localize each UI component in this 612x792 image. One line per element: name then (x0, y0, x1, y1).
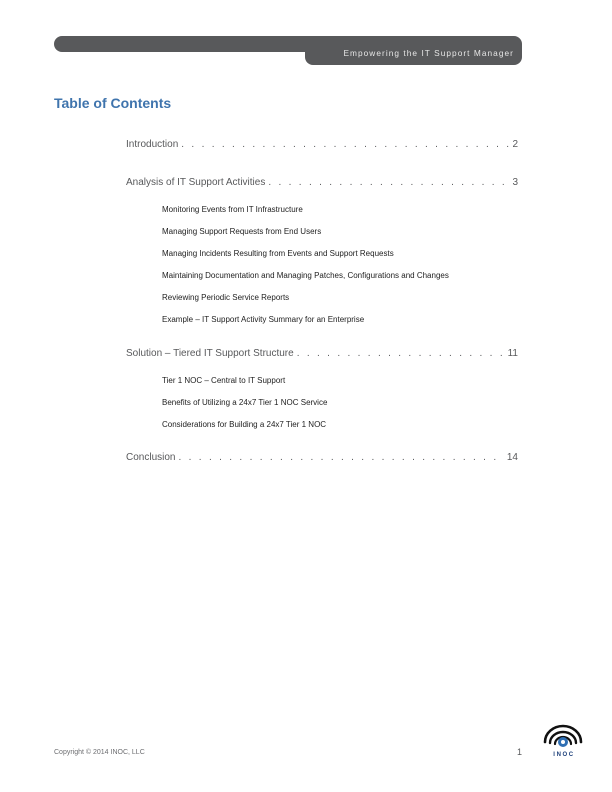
toc-entry-label: Solution – Tiered IT Support Structure (126, 348, 294, 359)
page-title: Table of Contents (54, 95, 172, 111)
toc-leader-dots (181, 139, 509, 150)
logo-wordmark: INOC (553, 752, 575, 758)
toc-subitem[interactable]: Tier 1 NOC – Central to IT Support (162, 376, 286, 385)
footer-copyright: Copyright © 2014 INOC, LLC (54, 749, 145, 756)
toc-subitem[interactable]: Monitoring Events from IT Infrastructure (162, 205, 303, 214)
toc-leader-dots (178, 452, 503, 463)
toc-entry-label: Analysis of IT Support Activities (126, 177, 266, 188)
header-tagline: Empowering the IT Support Manager (343, 48, 514, 58)
toc-entry-analysis[interactable] (126, 177, 518, 188)
toc-leader-dots (268, 177, 509, 188)
toc-subitem[interactable]: Managing Incidents Resulting from Events and Support Requests (162, 249, 394, 258)
toc-subitem[interactable]: Maintaining Documentation and Managing Patches, Configurations and Changes (162, 271, 449, 280)
toc-subitem[interactable]: Managing Support Requests from End Users (162, 227, 322, 236)
toc-entry-label: Introduction (126, 139, 179, 150)
toc-leader-dots (297, 348, 505, 359)
footer-page-number: 1 (516, 747, 522, 757)
toc-entry-introduction[interactable] (126, 139, 518, 150)
toc-entry-page: 2 (512, 139, 518, 150)
toc-entry-solution[interactable] (126, 348, 518, 359)
toc-subitem[interactable]: Benefits of Utilizing a 24x7 Tier 1 NOC Service (162, 398, 328, 407)
toc-entry-page: 14 (506, 452, 518, 463)
toc-entry-label: Conclusion (126, 452, 176, 463)
toc-subitem[interactable]: Considerations for Building a 24x7 Tier 1 NOC (162, 420, 327, 429)
toc-entry-page: 3 (512, 177, 518, 188)
toc-entry-conclusion[interactable] (126, 452, 518, 463)
toc-subitem[interactable]: Reviewing Periodic Service Reports (162, 293, 290, 302)
inoc-logo-icon (540, 718, 586, 768)
toc-entry-page: 11 (507, 348, 518, 359)
toc-subitem[interactable]: Example – IT Support Activity Summary for an Enterprise (162, 315, 365, 324)
